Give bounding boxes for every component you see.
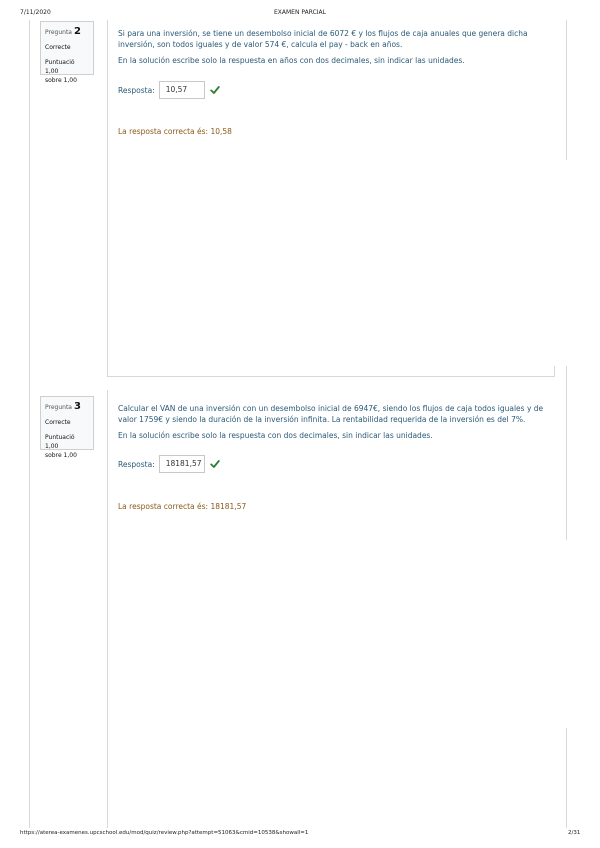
correct-answer: La resposta correcta és: 10,58 bbox=[118, 127, 232, 136]
answer-row bbox=[118, 455, 220, 473]
page-number: 2/31 bbox=[568, 830, 581, 836]
answer-input[interactable]: 18181,57 bbox=[159, 455, 205, 473]
question-grade: Puntuació 1,00 sobre 1,00 bbox=[45, 434, 77, 459]
content-left-line-1 bbox=[107, 20, 108, 376]
page-url: https://aterea-examenes.upcschool.edu/mod/quiz/review.php?attempt=51063&cmid=10538&showall=1 bbox=[20, 830, 309, 836]
question-statement: Si para una inversión, se tiene un desembolso inicial de 6072 € y los flujos de caja anuales que genera dicha inversión, son todos iguales y de valor 574 €, calcula el pay - back en años. bbox=[118, 29, 528, 49]
question-text bbox=[118, 28, 548, 71]
answer-label: Resposta: bbox=[118, 459, 155, 469]
check-icon bbox=[210, 459, 220, 469]
correct-answer: La resposta correcta és: 18181,57 bbox=[118, 502, 247, 511]
question-text bbox=[118, 403, 548, 446]
answer-row bbox=[118, 81, 220, 99]
content-right-line-3 bbox=[566, 728, 567, 828]
answer-label: Resposta: bbox=[118, 85, 155, 95]
question-instructions: En la solución escribe solo la respuesta con dos decimales, sin indicar las unidades. bbox=[118, 431, 433, 440]
content-right-line-1 bbox=[566, 20, 567, 160]
question-statement: Calcular el VAN de una inversión con un desembolso inicial de 6947€, siendo los flujos de caja todos iguales y de valor 1759€ y siendo la duración de la inversión infinita. La rentabilidad requerida de la inversión es del 7%. bbox=[118, 404, 544, 424]
question-state: Correcte bbox=[45, 44, 71, 51]
answer-input[interactable]: 10,57 bbox=[159, 81, 205, 99]
question-separator bbox=[107, 376, 554, 377]
question-grade: Puntuació 1,00 sobre 1,00 bbox=[45, 59, 77, 84]
check-icon bbox=[210, 85, 220, 95]
print-date: 7/11/2020 bbox=[20, 9, 51, 16]
left-border-line bbox=[29, 20, 30, 828]
content-right-line-2 bbox=[566, 366, 567, 540]
question-info-box bbox=[40, 396, 94, 459]
question-state: Correcte bbox=[45, 419, 71, 426]
question-info-box bbox=[40, 21, 94, 84]
question-number: Pregunta 2 bbox=[45, 26, 81, 37]
separator-right-tick bbox=[554, 366, 555, 377]
content-left-line-2 bbox=[107, 390, 108, 828]
question-number: Pregunta 3 bbox=[45, 401, 81, 412]
page-title: EXAMEN PARCIAL bbox=[274, 9, 326, 16]
question-instructions: En la solución escribe solo la respuesta en años con dos decimales, sin indicar las unidades. bbox=[118, 56, 465, 65]
